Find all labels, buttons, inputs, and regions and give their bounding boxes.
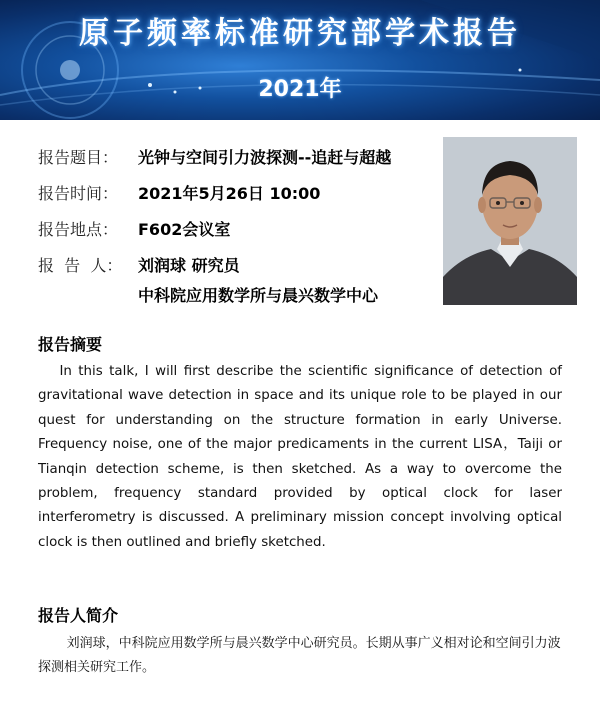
speaker-label: 报 告 人： (38, 256, 123, 275)
speaker-photo (443, 137, 577, 305)
place-label: 报告地点： (38, 220, 119, 239)
speaker-portrait-image (443, 137, 577, 305)
affiliation-value: 中科院应用数学所与晨兴数学中心 (138, 286, 379, 305)
abstract-heading: 报告摘要 (38, 335, 103, 354)
time-label: 报告时间： (38, 184, 119, 203)
speaker-value: 刘润球 研究员 (138, 256, 240, 275)
topic-value: 光钟与空间引力波探测--追赶与超越 (138, 148, 392, 167)
bio-text: 刘润球，中科院应用数学所与晨兴数学中心研究员。长期从事广义相对论和空间引力波探测相关研究工作。 (38, 636, 561, 675)
abstract-text: In this talk, I will first describe the scientific significance of detection of gravitational wave detection in space and its unique role to be played in our quest for understanding on the structure formation in early Universe. Frequency noise, one of the major predicaments in the current LISA，Taiji or Tianqin detection scheme, is then sketched. As a way to overcome the problem, frequency standard provided by optical clock for laser interferometry is discussed. A preliminary mission concept involving optical clock is then outlined and briefly sketched. (38, 364, 562, 550)
header-banner (0, 0, 600, 120)
place-value: F602会议室 (138, 220, 231, 239)
topic-label: 报告题目： (38, 148, 119, 167)
bio-heading: 报告人简介 (38, 606, 119, 625)
banner-year: 2021年 (258, 77, 342, 102)
time-value: 2021年5月26日 10:00 (138, 184, 321, 203)
banner-title: 原子频率标准研究部学术报告 (79, 16, 521, 51)
